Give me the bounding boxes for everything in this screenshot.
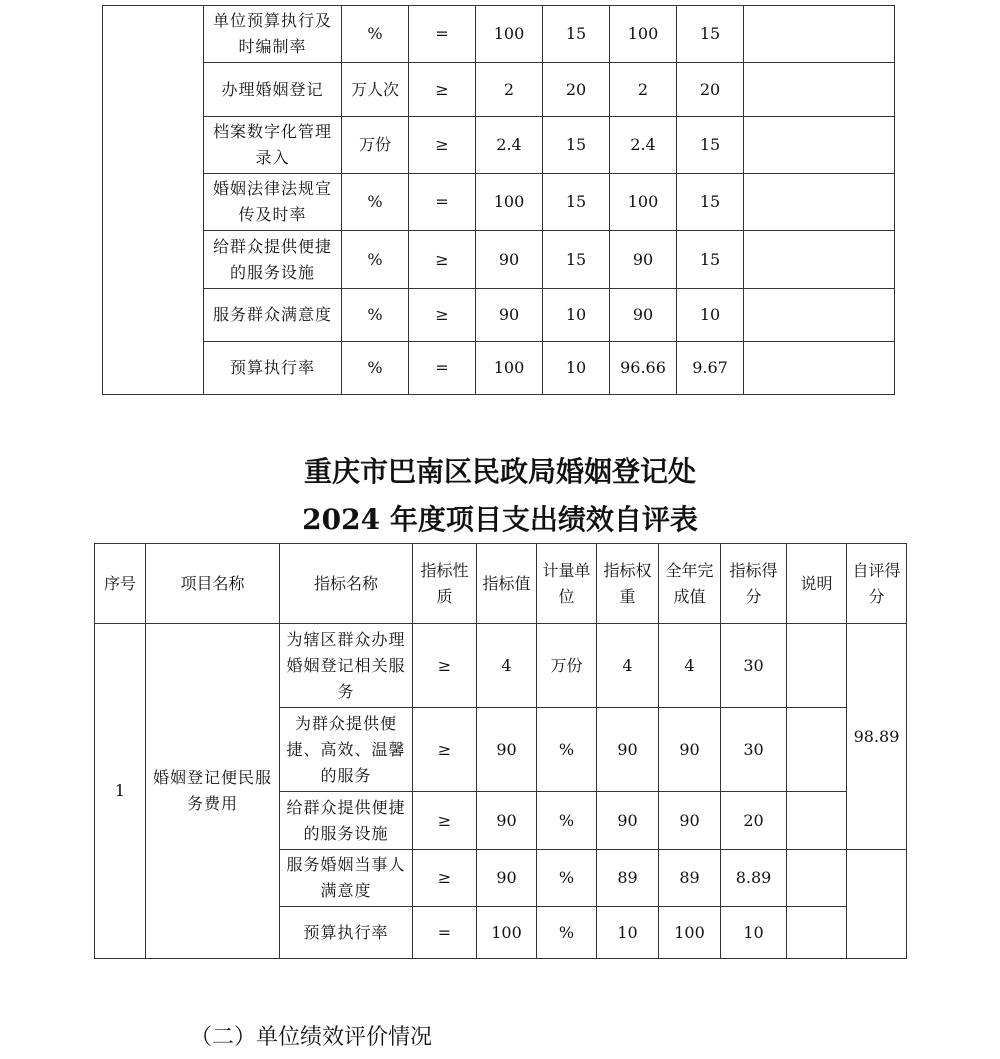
header-value: 指标值 (477, 544, 537, 624)
actual-value: 100 (659, 907, 721, 959)
target-value: 100 (476, 6, 543, 63)
weight: 10 (543, 289, 610, 342)
note (787, 792, 847, 850)
table-row (103, 342, 895, 395)
score: 20 (721, 792, 787, 850)
document-title-line2: 2024 年度项目支出绩效自评表 (302, 503, 698, 536)
merged-left-cell (103, 6, 204, 395)
project-name-cell: 婚姻登记便民服务费用 (146, 624, 280, 959)
note (744, 289, 895, 342)
target-value: 100 (476, 342, 543, 395)
operator: = (409, 6, 476, 63)
header-note: 说明 (787, 544, 847, 624)
score: 20 (677, 63, 744, 117)
score: 8.89 (721, 850, 787, 907)
unit: % (342, 289, 409, 342)
self-score-cell: 98.89 (847, 624, 907, 850)
unit: 万人次 (342, 63, 409, 117)
weight: 20 (543, 63, 610, 117)
score: 15 (677, 231, 744, 289)
note (787, 708, 847, 792)
note (744, 6, 895, 63)
actual-value: 89 (659, 850, 721, 907)
table-row (103, 6, 895, 63)
unit: 万份 (342, 117, 409, 174)
score: 30 (721, 624, 787, 708)
indicator-value: 90 (477, 708, 537, 792)
actual-value: 2.4 (610, 117, 677, 174)
table-row (103, 117, 895, 174)
actual-value: 90 (610, 231, 677, 289)
header-unit: 计量单位 (537, 544, 597, 624)
actual-value: 90 (659, 792, 721, 850)
operator: = (409, 342, 476, 395)
note (744, 63, 895, 117)
note (787, 907, 847, 959)
weight: 90 (597, 708, 659, 792)
unit: 万份 (537, 624, 597, 708)
operator: ≥ (409, 63, 476, 117)
weight: 15 (543, 231, 610, 289)
actual-value: 96.66 (610, 342, 677, 395)
indicator-value: 90 (477, 850, 537, 907)
indicator-name: 办理婚姻登记 (204, 63, 342, 117)
indicator-value: 100 (477, 907, 537, 959)
unit: % (342, 6, 409, 63)
header-nature: 指标性质 (413, 544, 477, 624)
nature: ≥ (413, 850, 477, 907)
table-row (103, 231, 895, 289)
target-value: 2.4 (476, 117, 543, 174)
indicator-name: 婚姻法律法规宣传及时率 (204, 174, 342, 231)
score: 9.67 (677, 342, 744, 395)
indicator-name: 服务群众满意度 (204, 289, 342, 342)
indicator-name: 预算执行率 (204, 342, 342, 395)
unit: % (537, 907, 597, 959)
table-row (103, 174, 895, 231)
table-row (103, 63, 895, 117)
header-score: 指标得分 (721, 544, 787, 624)
target-value: 2 (476, 63, 543, 117)
score: 15 (677, 117, 744, 174)
indicator-name: 单位预算执行及时编制率 (204, 6, 342, 63)
target-value: 90 (476, 231, 543, 289)
operator: ≥ (409, 117, 476, 174)
note (744, 342, 895, 395)
weight: 10 (597, 907, 659, 959)
nature: ≥ (413, 792, 477, 850)
score: 30 (721, 708, 787, 792)
note (787, 850, 847, 907)
self-score-empty (847, 850, 907, 959)
target-value: 100 (476, 174, 543, 231)
actual-value: 90 (610, 289, 677, 342)
actual-value: 100 (610, 174, 677, 231)
weight: 10 (543, 342, 610, 395)
indicator-value: 4 (477, 624, 537, 708)
score: 15 (677, 6, 744, 63)
weight: 15 (543, 6, 610, 63)
weight: 4 (597, 624, 659, 708)
unit: % (342, 231, 409, 289)
nature: ≥ (413, 624, 477, 708)
indicator-name: 服务婚姻当事人满意度 (280, 850, 413, 907)
header-weight: 指标权重 (597, 544, 659, 624)
operator: ≥ (409, 289, 476, 342)
indicator-name: 给群众提供便捷的服务设施 (280, 792, 413, 850)
note (787, 624, 847, 708)
table-header-row (95, 544, 907, 624)
indicator-value: 90 (477, 792, 537, 850)
note (744, 117, 895, 174)
score: 15 (677, 174, 744, 231)
actual-value: 4 (659, 624, 721, 708)
target-value: 90 (476, 289, 543, 342)
operator: ≥ (409, 231, 476, 289)
note (744, 174, 895, 231)
indicator-name: 为群众提供便捷、高效、温馨的服务 (280, 708, 413, 792)
weight: 90 (597, 792, 659, 850)
indicator-name: 为辖区群众办理婚姻登记相关服务 (280, 624, 413, 708)
unit: % (342, 342, 409, 395)
table-row (95, 624, 907, 708)
header-self-score: 自评得分 (847, 544, 907, 624)
indicator-name: 给群众提供便捷的服务设施 (204, 231, 342, 289)
unit: % (537, 792, 597, 850)
seq-cell: 1 (95, 624, 146, 959)
header-seq: 序号 (95, 544, 146, 624)
unit: % (537, 708, 597, 792)
nature: ≥ (413, 708, 477, 792)
note (744, 231, 895, 289)
section-heading: （二）单位绩效评价情况 (190, 1025, 433, 1050)
indicator-table-continued (102, 5, 895, 395)
unit: % (537, 850, 597, 907)
score: 10 (721, 907, 787, 959)
project-performance-table (94, 543, 907, 959)
indicator-name: 档案数字化管理录入 (204, 117, 342, 174)
header-indicator: 指标名称 (280, 544, 413, 624)
weight: 89 (597, 850, 659, 907)
nature: = (413, 907, 477, 959)
indicator-name: 预算执行率 (280, 907, 413, 959)
actual-value: 2 (610, 63, 677, 117)
table-row (103, 289, 895, 342)
score: 10 (677, 289, 744, 342)
unit: % (342, 174, 409, 231)
document-title-line1: 重庆市巴南区民政局婚姻登记处 (303, 455, 696, 488)
actual-value: 100 (610, 6, 677, 63)
actual-value: 90 (659, 708, 721, 792)
weight: 15 (543, 117, 610, 174)
header-actual: 全年完成值 (659, 544, 721, 624)
weight: 15 (543, 174, 610, 231)
header-project: 项目名称 (146, 544, 280, 624)
operator: = (409, 174, 476, 231)
